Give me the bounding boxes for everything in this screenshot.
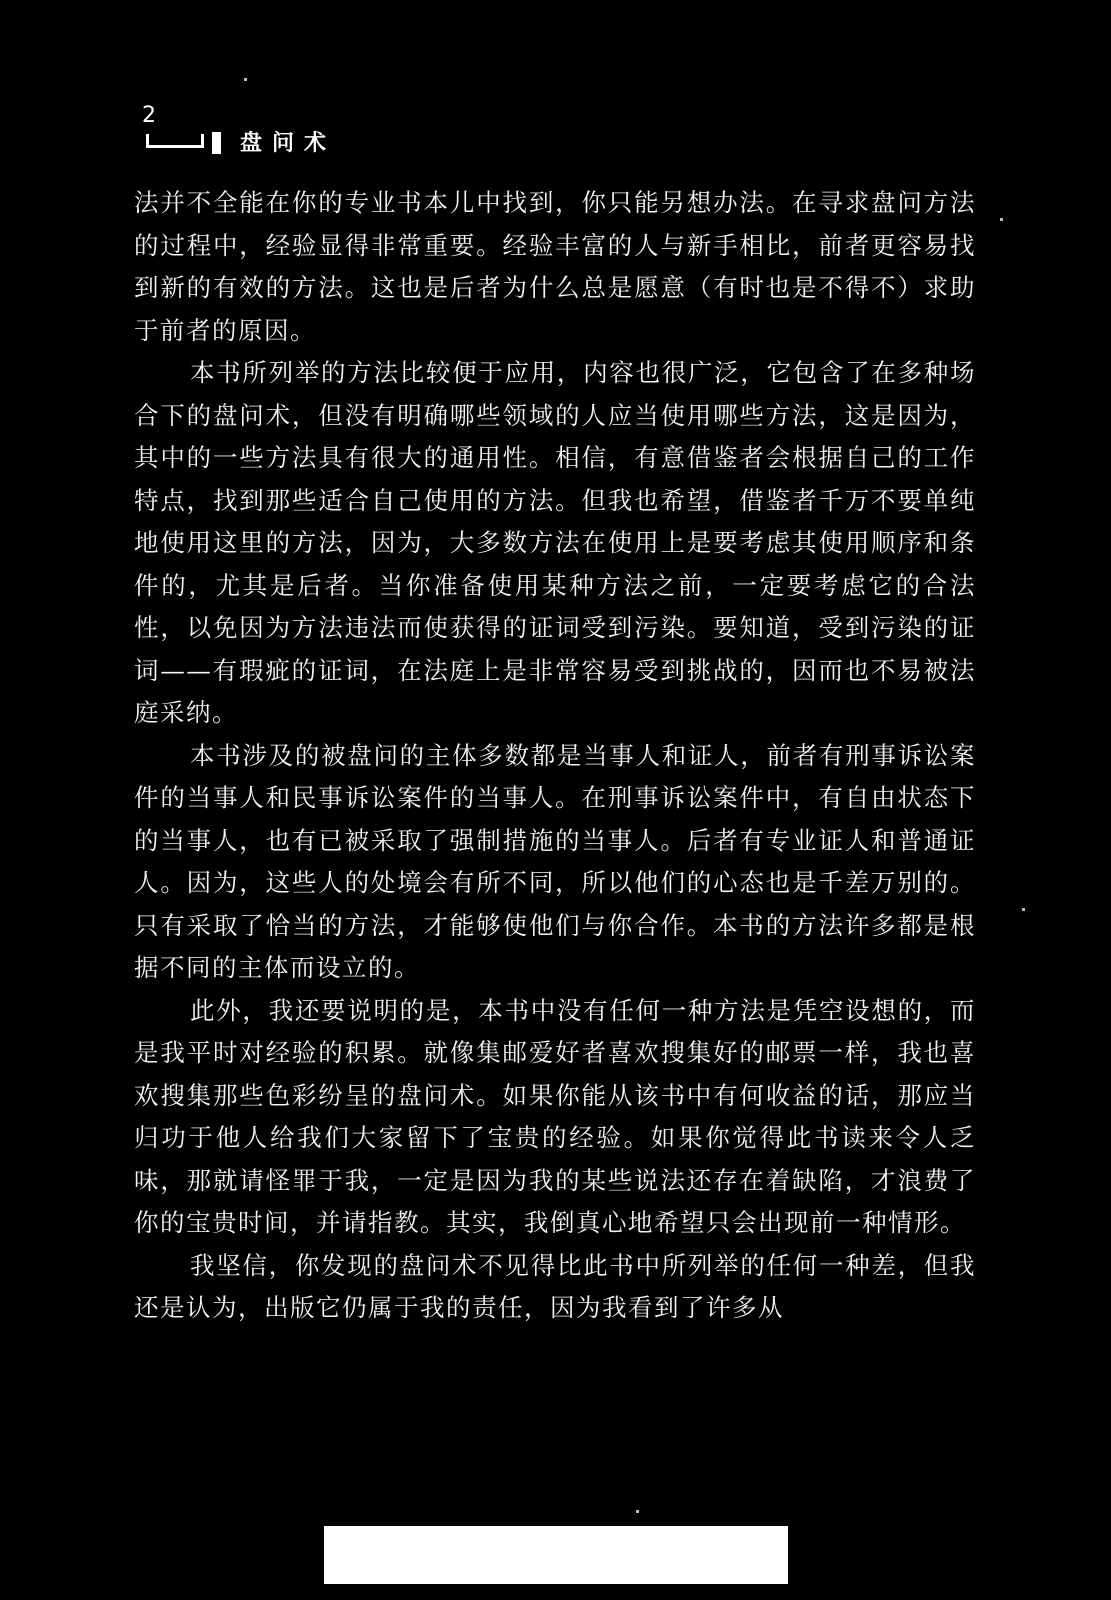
paragraph: 本书涉及的被盘问的主体多数都是当事人和证人，前者有刑事诉讼案件的当事人和民事诉讼案件的当事人。在刑事诉讼案件中，有自由状态下的当事人，也有已被采取了强制措施的当事人。后者有专业证人和普通证人。因为，这些人的处境会有所不同，所以他们的心态也是千差万别的。只有采取了恰当的方法，才能够使他们与你合作。本书的方法许多都是根据不同的主体而设立的。 <box>134 740 976 982</box>
header-block-ornament <box>212 132 221 154</box>
scan-speck <box>1022 908 1025 911</box>
paragraph: 法并不全能在你的专业书本儿中找到，你只能另想办法。在寻求盘问方法的过程中，经验显得非常重要。经验丰富的人与新手相比，前者更容易找到新的有效的方法。这也是后者为什么总是愿意（有时也是不得不）求助于前者的原因。 <box>134 188 976 345</box>
scan-speck <box>636 1510 639 1513</box>
header-rule-ornament <box>146 134 204 148</box>
running-title: 盘问术 <box>240 130 337 156</box>
page-header <box>138 104 498 156</box>
paragraph: 我坚信，你发现的盘问术不见得比此书中所列举的任何一种差，但我还是认为，出版它仍属于我的责任，因为我看到了许多从 <box>134 1250 976 1322</box>
scan-speck <box>1000 218 1003 221</box>
page-number: 2 <box>142 103 156 128</box>
paragraph: 此外，我还要说明的是，本书中没有任何一种方法是凭空设想的，而是我平时对经验的积累。就像集邮爱好者喜欢搜集好的邮票一样，我也喜欢搜集那些色彩纷呈的盘问术。如果你能从该书中有何收益的话，那应当归功于他人给我们大家留下了宝贵的经验。如果你觉得此书读来令人乏味，那就请怪罪于我，一定是因为我的某些说法还存在着缺陷，才浪费了你的宝贵时间，并请指教。其实，我倒真心地希望只会出现前一种情形。 <box>134 995 976 1237</box>
paragraph: 本书所列举的方法比较便于应用，内容也很广泛，它包含了在多种场合下的盘问术，但没有明确哪些领域的人应当使用哪些方法，这是因为，其中的一些方法具有很大的通用性。相信，有意借鉴者会根据自己的工作特点，找到那些适合自己使用的方法。但我也希望，借鉴者千万不要单纯地使用这里的方法，因为，大多数方法在使用上是要考虑其使用顺序和条件的，尤其是后者。当你准备使用某种方法之前，一定要考虑它的合法性，以免因为方法违法而使获得的证词受到污染。要知道，受到污染的证词——有瑕疵的证词，在法庭上是非常容易受到挑战的，因而也不易被法庭采纳。 <box>134 358 976 727</box>
body-text <box>134 182 976 1330</box>
footer-blank-box <box>324 1526 788 1584</box>
scan-speck <box>244 78 247 81</box>
